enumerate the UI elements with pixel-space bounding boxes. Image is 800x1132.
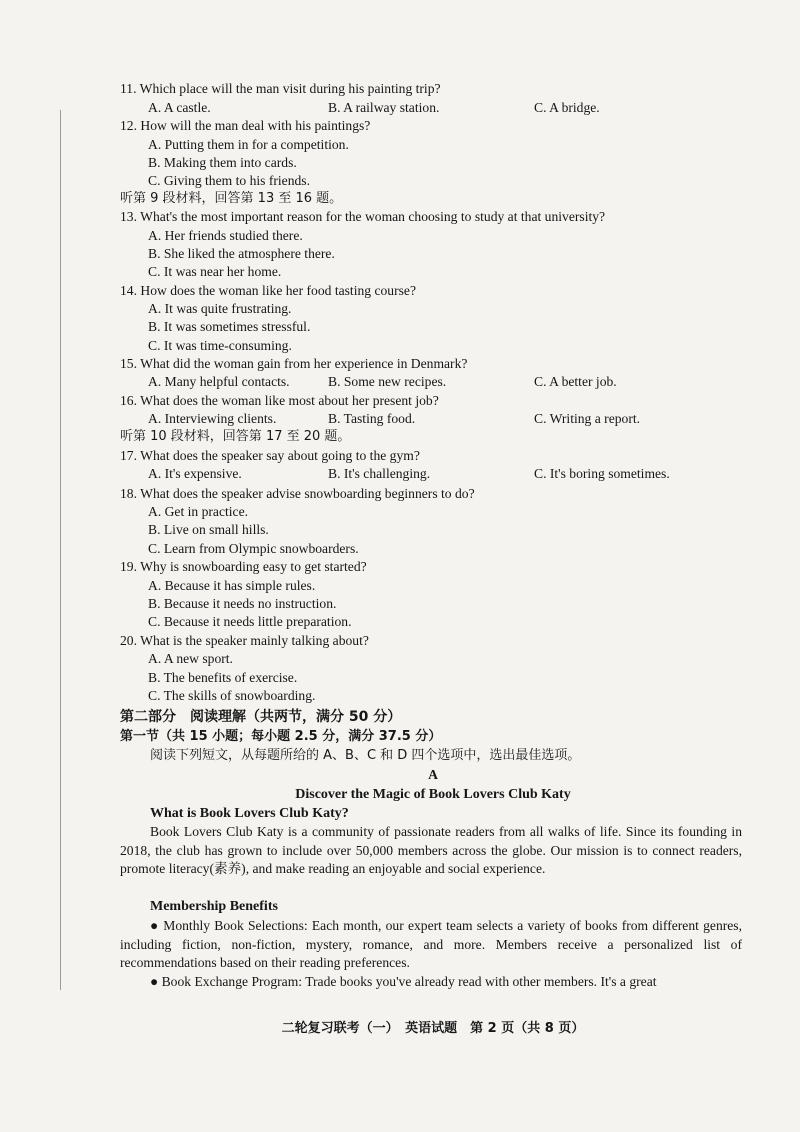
reading-instruction: 阅读下列短文，从每题所给的 A、B、C 和 D 四个选项中，选出最佳选项。 — [150, 748, 581, 763]
option-a: A. Many helpful contacts. — [148, 374, 290, 389]
option-b: B. Tasting food. — [328, 411, 416, 426]
option-20-a: A. A new sport. — [148, 651, 233, 666]
option-19-a: A. Because it has simple rules. — [148, 578, 316, 593]
paragraph-monthly-selections: ● Monthly Book Selections: Each month, our expert team selects a variety of books from different genres, including fiction, non-fiction, mystery, romance, and more. Members receive a personalized list of recommendations based on their reading preferences. — [120, 918, 742, 971]
question-15: 15. What did the woman gain from her experience in Denmark? — [120, 356, 468, 371]
options-11 — [148, 99, 748, 117]
options-16 — [148, 410, 748, 428]
option-19-b: B. Because it needs no instruction. — [148, 596, 337, 611]
question-14: 14. How does the woman like her food tasting course? — [120, 283, 416, 298]
option-13-a: A. Her friends studied there. — [148, 228, 303, 243]
section-10-instruction: 听第 10 段材料，回答第 17 至 20 题。 — [120, 429, 351, 444]
option-c: C. Writing a report. — [534, 411, 641, 426]
question-13: 13. What's the most important reason for the woman choosing to study at that university? — [120, 209, 606, 224]
option-a: A. Interviewing clients. — [148, 411, 277, 426]
question-20: 20. What is the speaker mainly talking about? — [120, 633, 369, 648]
option-18-c: C. Learn from Olympic snowboarders. — [148, 541, 359, 556]
option-18-b: B. Live on small hills. — [148, 522, 269, 537]
heading-membership-benefits: Membership Benefits — [150, 899, 278, 914]
option-a: A. It's expensive. — [148, 466, 242, 481]
option-18-a: A. Get in practice. — [148, 504, 249, 519]
section-one-title: 第一节（共 15 小题；每小题 2.5 分，满分 37.5 分） — [120, 729, 442, 744]
question-18: 18. What does the speaker advise snowboarding beginners to do? — [120, 486, 475, 501]
option-12-b: B. Making them into cards. — [148, 155, 297, 170]
part-two-title: 第二部分 阅读理解（共两节，满分 50 分） — [120, 709, 402, 725]
option-c: C. A bridge. — [534, 100, 600, 115]
option-b: B. It's challenging. — [328, 466, 431, 481]
option-12-c: C. Giving them to his friends. — [148, 173, 310, 188]
heading-what-is: What is Book Lovers Club Katy? — [150, 806, 349, 821]
option-12-a: A. Putting them in for a competition. — [148, 137, 349, 152]
option-13-c: C. It was near her home. — [148, 264, 282, 279]
option-b: B. A railway station. — [328, 100, 440, 115]
page-footer: 二轮复习联考（一） 英语试题 第 2 页（共 8 页） — [281, 1021, 585, 1036]
margin-rule — [60, 110, 61, 990]
question-11: 11. Which place will the man visit during his painting trip? — [120, 81, 441, 96]
options-15 — [148, 373, 748, 391]
option-13-b: B. She liked the atmosphere there. — [148, 246, 335, 261]
option-20-c: C. The skills of snowboarding. — [148, 688, 316, 703]
option-14-c: C. It was time-consuming. — [148, 338, 292, 353]
paragraph-book-exchange: ● Book Exchange Program: Trade books you've already read with other members. It's a great — [150, 974, 657, 989]
passage-title: Discover the Magic of Book Lovers Club Katy — [295, 787, 571, 802]
option-c: C. It's boring sometimes. — [534, 466, 670, 481]
option-20-b: B. The benefits of exercise. — [148, 670, 298, 685]
passage-letter: A — [428, 767, 438, 782]
option-a: A. A castle. — [148, 100, 211, 115]
option-c: C. A better job. — [534, 374, 617, 389]
question-17: 17. What does the speaker say about going to the gym? — [120, 448, 420, 463]
section-9-instruction: 听第 9 段材料，回答第 13 至 16 题。 — [120, 191, 343, 206]
paragraph-intro: Book Lovers Club Katy is a community of passionate readers from all walks of life. Since its founding in 2018, the club has grown to include over 50,000 members across the globe. Our mission is to connect readers, promote literacy(素养), and make reading an enjoyable and social experience. — [120, 824, 742, 877]
options-17 — [148, 465, 748, 483]
option-19-c: C. Because it needs little preparation. — [148, 614, 352, 629]
question-12: 12. How will the man deal with his paintings? — [120, 118, 371, 133]
question-16: 16. What does the woman like most about her present job? — [120, 393, 439, 408]
option-b: B. Some new recipes. — [328, 374, 447, 389]
question-19: 19. Why is snowboarding easy to get started? — [120, 559, 367, 574]
option-14-a: A. It was quite frustrating. — [148, 301, 292, 316]
option-14-b: B. It was sometimes stressful. — [148, 319, 311, 334]
